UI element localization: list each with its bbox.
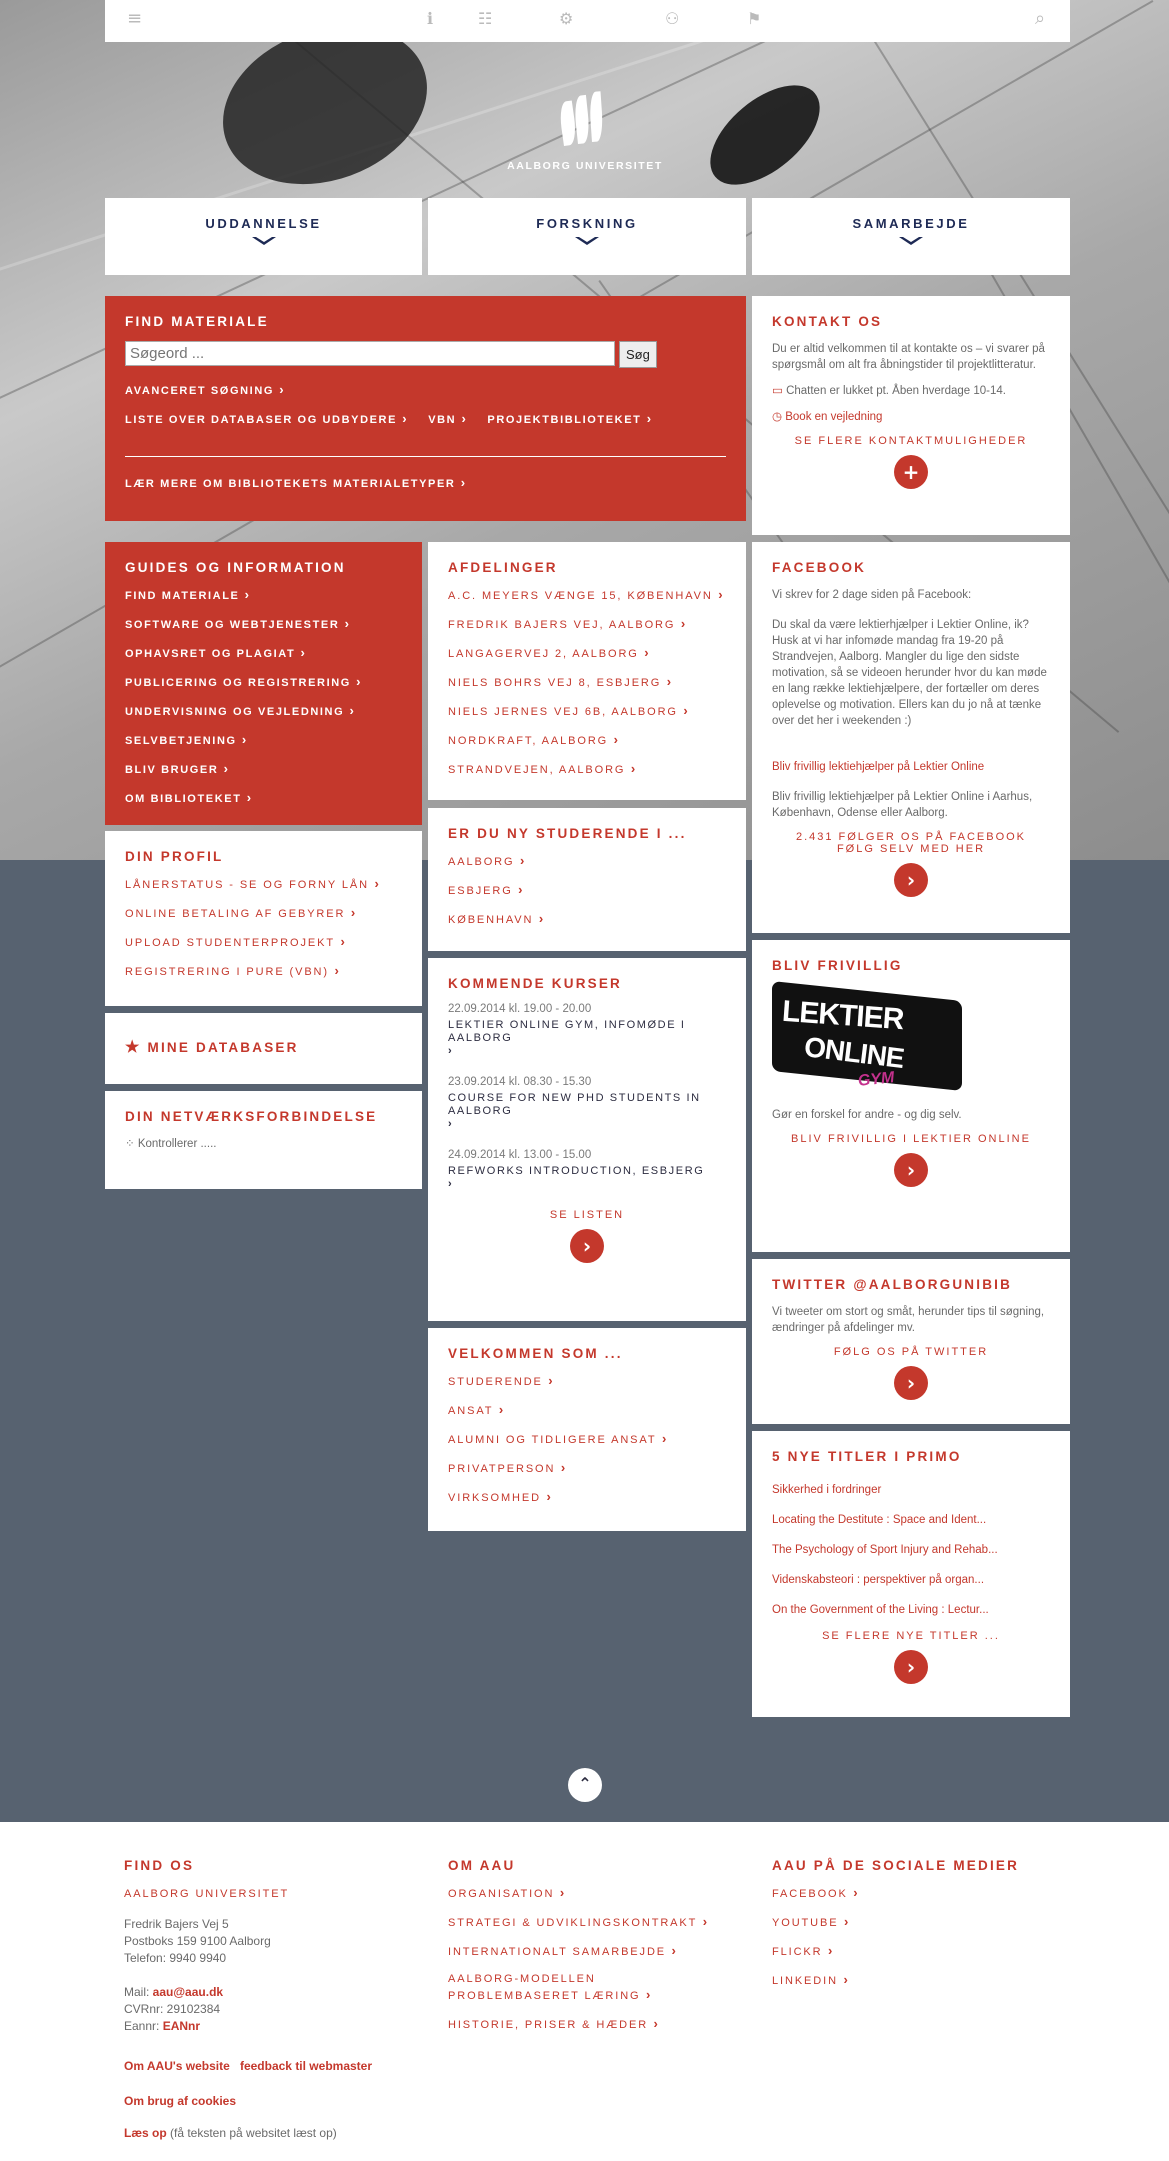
panel-title: GUIDES OG INFORMATION [125, 560, 346, 575]
facebook-intro: Vi skrev for 2 dage siden på Facebook: [772, 589, 972, 601]
website-links [124, 2055, 414, 2074]
arrow-right-icon[interactable]: › [894, 1366, 928, 1400]
arrow-right-icon[interactable]: › [894, 1650, 928, 1684]
scroll-to-top-button[interactable]: ⌃ [568, 1768, 602, 1802]
city-link[interactable]: AALBORG › [448, 853, 726, 870]
tab-label: SAMARBEJDE [852, 216, 970, 231]
primo-title-link[interactable]: Videnskabsteori : perspektiver på organ... [772, 1574, 985, 1586]
social-link[interactable]: FLICKR › [772, 1943, 1062, 1960]
frivillig-text: Gør en forskel for andre - og dig selv. [772, 1109, 962, 1121]
footer-om-aau [448, 1858, 738, 2045]
advanced-search-link[interactable]: AVANCERET SØGNING › [125, 382, 726, 399]
cvr: CVRnr: 29102384 [124, 2002, 221, 2016]
facebook-headline-link[interactable]: Bliv frivillig lektiehjælper på Lektier Online [772, 761, 985, 773]
top-toolbar [105, 0, 1070, 42]
material-links [125, 411, 726, 440]
tab-label: UDDANNELSE [205, 216, 322, 231]
website-link[interactable]: Om AAU's website [124, 2059, 230, 2073]
address-line: Fredrik Bajers Vej 5 [124, 1917, 229, 1931]
footer-find-os [124, 1858, 414, 2142]
velkommen-panel [428, 1328, 746, 1531]
course-date: 24.09.2014 kl. 13.00 - 15.00 [448, 1149, 592, 1161]
panel-title: KOMMENDE KURSER [448, 976, 623, 991]
profile-link[interactable]: ONLINE BETALING AF GEBYRER › [125, 905, 402, 922]
read-aloud-note: (få teksten på websitet læst op) [166, 2126, 337, 2140]
projektbiblioteket-link[interactable]: PROJEKTBIBLIOTEKET › [487, 411, 652, 428]
tab-label: FORSKNING [536, 216, 638, 231]
book-label: Book en vejledning [785, 411, 883, 423]
kontakt-panel [752, 296, 1070, 535]
star-icon: ★ [125, 1039, 142, 1056]
audience-link[interactable]: VIRKSOMHED › [448, 1489, 726, 1506]
find-materiale-panel [105, 296, 746, 521]
audience-link[interactable]: STUDERENDE › [448, 1373, 726, 1390]
language-flag-icon[interactable]: ⚑ [747, 9, 762, 28]
twitter-follow-link[interactable]: FØLG OS PÅ TWITTER [833, 1346, 989, 1358]
guide-link[interactable]: OM BIBLIOTEKET › [125, 790, 402, 807]
network-status-text: Kontrollerer ..... [137, 1138, 217, 1150]
guide-link[interactable]: FIND MATERIALE › [125, 587, 402, 604]
panel-title: VELKOMMEN SOM ... [448, 1346, 623, 1361]
ean-line [124, 2018, 414, 2035]
department-link[interactable]: A.C. MEYERS VÆNGE 15, KØBENHAVN › [448, 587, 726, 604]
databases-link[interactable]: LISTE OVER DATABASER OG UDBYDERE › [125, 411, 408, 428]
more-contact-link[interactable]: SE FLERE KONTAKTMULIGHEDER [794, 435, 1028, 447]
mail-link[interactable]: aau@aau.dk [152, 1985, 224, 1999]
primo-title-link[interactable]: The Psychology of Sport Injury and Rehab... [772, 1544, 998, 1556]
audience-link[interactable]: PRIVATPERSON › [448, 1460, 726, 1477]
lektier-online-logo: LEKTIER ONLINE GYM [772, 985, 972, 1095]
panel-title: KONTAKT OS [772, 314, 883, 329]
city-link[interactable]: ESBJERG › [448, 882, 726, 899]
chat-icon: ▭ [772, 385, 787, 397]
tab-samarbejde[interactable] [752, 198, 1070, 275]
guide-link[interactable]: SELVBETJENING › [125, 732, 402, 749]
panel-title: DIN PROFIL [125, 849, 224, 864]
mail-line [124, 1984, 414, 2001]
course-link[interactable]: LEKTIER ONLINE GYM, INFOMØDE I AALBORG › [448, 1019, 726, 1058]
search-form [125, 341, 726, 368]
audience-link[interactable]: ANSAT › [448, 1402, 726, 1419]
tab-uddannelse[interactable] [105, 198, 422, 275]
course-link[interactable]: COURSE FOR NEW PHD STUDENTS IN AALBORG › [448, 1092, 726, 1131]
footer-link[interactable]: AALBORG-MODELLEN PROBLEMBASERET LÆRING › [448, 1972, 678, 2004]
facebook-followers: 2.431 FØLGER OS PÅ FACEBOOK [795, 831, 1027, 843]
kurser-panel [428, 958, 746, 1321]
aau-link[interactable]: AALBORG UNIVERSITET [124, 1888, 290, 1900]
people-icon[interactable]: ⚇ [665, 9, 680, 28]
guides-panel [105, 542, 422, 825]
guide-link[interactable]: SOFTWARE OG WEBTJENESTER › [125, 616, 402, 633]
footer-link[interactable]: STRATEGI & UDVIKLINGSKONTRAKT › [448, 1914, 738, 1931]
department-link[interactable]: FREDRIK BAJERS VEJ, AALBORG › [448, 616, 726, 633]
city-link[interactable]: KØBENHAVN › [448, 911, 726, 928]
cookies-line [124, 2090, 414, 2109]
footer-link[interactable]: HISTORIE, PRISER & HÆDER › [448, 2016, 738, 2033]
profile-link[interactable]: UPLOAD STUDENTERPROJEKT › [125, 934, 402, 951]
audience-link[interactable]: ALUMNI OG TIDLIGERE ANSAT › [448, 1431, 726, 1448]
search-input[interactable] [125, 341, 615, 366]
facebook-desc: Bliv frivillig lektiehjælper på Lektier Online i Aarhus, København, Odense eller Aalborg. [772, 791, 1033, 819]
social-link[interactable]: YOUTUBE › [772, 1914, 1062, 1931]
chat-status [772, 383, 1050, 399]
facebook-follow-link[interactable]: FØLG SELV MED HER [836, 843, 986, 855]
panel-title: TWITTER @AALBORGUNIBIB [772, 1277, 1013, 1292]
facebook-panel [752, 542, 1070, 933]
footer-title: OM AAU [448, 1858, 516, 1873]
guide-link[interactable]: BLIV BRUGER › [125, 761, 402, 778]
primo-more-link[interactable]: SE FLERE NYE TITLER ... [822, 1630, 1000, 1642]
frivillig-link[interactable]: BLIV FRIVILLIG I LEKTIER ONLINE [791, 1133, 1031, 1145]
aau-logo[interactable] [490, 92, 680, 172]
primo-title-link[interactable]: Locating the Destitute : Space and Ident... [772, 1514, 987, 1526]
panel-title: FACEBOOK [772, 560, 867, 575]
loading-icon: ⁘ [125, 1138, 138, 1150]
frivillig-panel [752, 940, 1070, 1252]
search-icon[interactable]: ⌕ [1035, 8, 1046, 29]
footer-sociale-medier [772, 1858, 1062, 2001]
sitemap-icon[interactable]: ☷ [478, 9, 493, 28]
din-profil-panel [105, 831, 422, 1006]
chevron-down-icon [575, 237, 599, 245]
divider [125, 456, 726, 457]
department-link[interactable]: LANGAGERVEJ 2, AALBORG › [448, 645, 726, 662]
ean-link[interactable]: EANnr [162, 2019, 201, 2033]
mail-label: Mail: [124, 1985, 153, 1999]
arrow-right-icon[interactable]: › [894, 863, 928, 897]
twitter-text: Vi tweeter om stort og småt, herunder tips til søgning, ændringer på afdelinger mv. [772, 1306, 1045, 1334]
primo-title-link[interactable]: On the Government of the Living : Lectur... [772, 1604, 989, 1616]
afdelinger-panel [428, 542, 746, 800]
footer-title: AAU PÅ DE SOCIALE MEDIER [772, 1858, 1020, 1873]
vbn-link[interactable]: VBN › [428, 411, 467, 428]
mine-databaser-label: MINE DATABASER [147, 1040, 299, 1055]
ean-label: Eannr: [124, 2019, 163, 2033]
read-aloud-line [124, 2125, 414, 2142]
primo-title-link[interactable]: Sikkerhed i fordringer [772, 1484, 882, 1496]
plus-icon[interactable]: + [894, 455, 928, 489]
search-button[interactable]: Søg [619, 341, 657, 368]
department-link[interactable]: NORDKRAFT, AALBORG › [448, 732, 726, 749]
twitter-panel [752, 1259, 1070, 1424]
panel-title: FIND MATERIALE [125, 314, 269, 329]
cookies-link[interactable]: Om brug af cookies [124, 2094, 237, 2108]
mine-databaser-panel[interactable] [105, 1013, 422, 1084]
facebook-post: Du skal da være lektierhjælper i Lektier Online, ik? Husk at vi har infomøde mandag fra 19-20 på Strandvejen, Aalborg. Mangler du lige den sidste motivation, så se videoen herunder hvor du kan møde en lang række lektiehjælpere, der fortæller om deres oplevelse og motivation. Ellers kan du jo nå at tænke over det her i weekenden :) [772, 619, 1047, 727]
learn-more-link[interactable]: LÆR MERE OM BIBLIOTEKETS MATERIALETYPER › [125, 475, 726, 492]
primo-panel [752, 1431, 1070, 1717]
chat-text: Chatten er lukket pt. Åben hverdage 10-14. [786, 385, 1006, 397]
course-date: 22.09.2014 kl. 19.00 - 20.00 [448, 1003, 592, 1015]
book-link[interactable] [772, 409, 1050, 425]
address-line: Postboks 159 9100 Aalborg [124, 1934, 271, 1948]
panel-title: 5 NYE TITLER I PRIMO [772, 1449, 962, 1464]
social-link[interactable]: FACEBOOK › [772, 1885, 1062, 1902]
tab-forskning[interactable] [428, 198, 746, 275]
course-date: 23.09.2014 kl. 08.30 - 15.30 [448, 1076, 592, 1088]
read-aloud-link[interactable]: Læs op [124, 2126, 167, 2140]
department-link[interactable]: STRANDVEJEN, AALBORG › [448, 761, 726, 778]
footer-link[interactable]: INTERNATIONALT SAMARBEJDE › [448, 1943, 738, 1960]
profile-link[interactable]: LÅNERSTATUS - SE OG FORNY LÅN › [125, 876, 402, 893]
department-link[interactable]: NIELS JERNES VEJ 6B, AALBORG › [448, 703, 726, 720]
panel-title: DIN NETVÆRKSFORBINDELSE [125, 1109, 378, 1124]
footer-link[interactable]: ORGANISATION › [448, 1885, 738, 1902]
department-link[interactable]: NIELS BOHRS VEJ 8, ESBJERG › [448, 674, 726, 691]
panel-title: BLIV FRIVILLIG [772, 958, 903, 973]
university-name: AALBORG UNIVERSITET [507, 160, 663, 172]
chevron-down-icon [899, 237, 923, 245]
menu-icon[interactable]: ≡ [127, 8, 143, 29]
feedback-link[interactable]: feedback til webmaster [239, 2059, 373, 2073]
arrow-right-icon[interactable]: › [570, 1229, 604, 1263]
panel-title: AFDELINGER [448, 560, 558, 575]
footer-title: FIND OS [124, 1858, 195, 1873]
panel-title: ER DU NY STUDERENDE I ... [448, 826, 687, 841]
arrow-right-icon[interactable]: › [894, 1153, 928, 1187]
settings-icon[interactable]: ⚙ [559, 9, 574, 28]
kontakt-text: Du er altid velkommen til at kontakte os – vi svarer på spørgsmål om alt fra åbningstider til projektlitteratur. [772, 343, 1045, 371]
aau-logo-mark [558, 92, 612, 148]
clock-icon: ◷ [772, 411, 786, 423]
course-link[interactable]: REFWORKS INTRODUCTION, ESBJERG › [448, 1165, 726, 1191]
see-list-link[interactable]: SE LISTEN [549, 1209, 625, 1221]
network-status [125, 1136, 402, 1152]
netvaerk-panel [105, 1091, 422, 1189]
chevron-down-icon [252, 237, 276, 245]
panel-title [125, 1037, 402, 1057]
info-icon[interactable]: ℹ [427, 9, 434, 28]
guide-link[interactable]: UNDERVISNING OG VEJLEDNING › [125, 703, 402, 720]
profile-link[interactable]: REGISTRERING I PURE (VBN) › [125, 963, 402, 980]
ny-studerende-panel [428, 808, 746, 951]
phone: Telefon: 9940 9940 [124, 1951, 227, 1965]
guide-link[interactable]: OPHAVSRET OG PLAGIAT › [125, 645, 402, 662]
guide-link[interactable]: PUBLICERING OG REGISTRERING › [125, 674, 402, 691]
social-link[interactable]: LINKEDIN › [772, 1972, 1062, 1989]
